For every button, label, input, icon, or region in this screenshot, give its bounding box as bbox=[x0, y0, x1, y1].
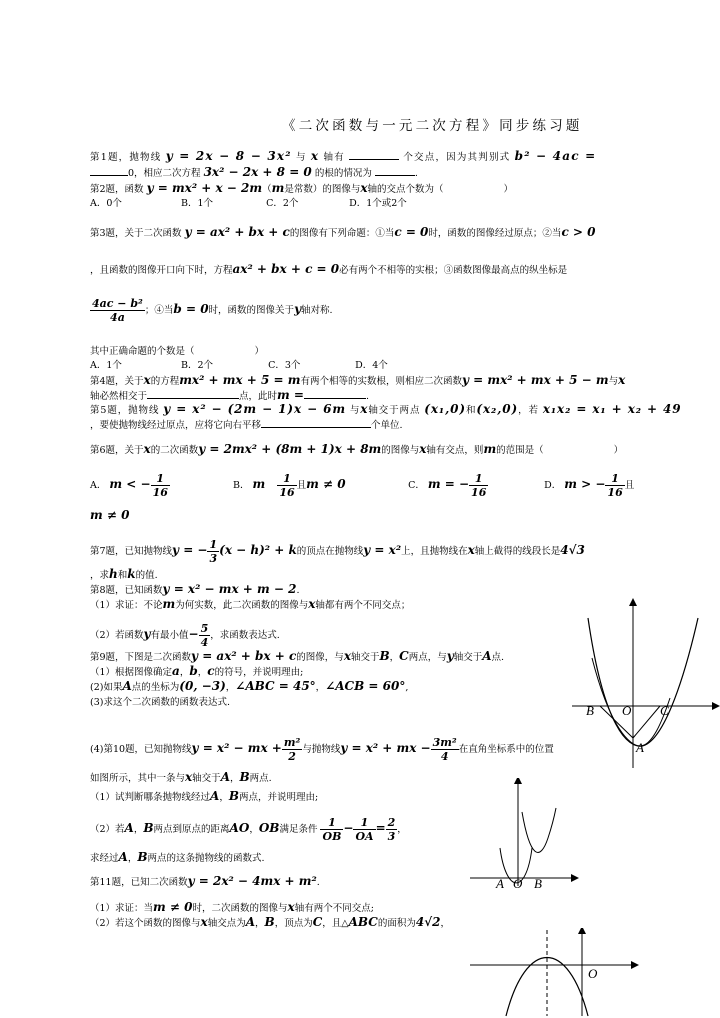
label-b: B bbox=[586, 703, 594, 718]
question-9-part-3: (3)求这个二次函数的函数表达式. bbox=[90, 697, 230, 708]
label-c: C bbox=[660, 703, 669, 718]
q2-option-c[interactable]: C．2个 bbox=[266, 198, 299, 209]
label-o: O bbox=[622, 703, 632, 718]
question-9-part-1: （1）根据图像确定a，b，c的符号，并说明理由; bbox=[90, 664, 304, 678]
q1-blank-1[interactable] bbox=[349, 150, 399, 160]
q3-option-d[interactable]: D．4个 bbox=[355, 360, 388, 371]
question-9-part-2: (2)如果A点的坐标为(0, −3)，∠ABC = 45°，∠ACB = 60°, bbox=[90, 679, 409, 693]
label-o: O bbox=[588, 966, 598, 981]
question-5-line-2: ，要使抛物线经过原点，应将它向右平移 个单位. bbox=[90, 420, 403, 431]
q1-blank-3[interactable] bbox=[375, 166, 415, 176]
question-10-part-2: （2）若A，B两点到原点的距离AO，OB满足条件 $\frac{1}{OB}$ − $\frac{1}{OA}$ = $\frac{2}{3}$ ， bbox=[90, 816, 407, 843]
figure-q9-parabola bbox=[570, 598, 720, 773]
question-3-line-3: $\frac{\text{4ac − b²}}{4a}$ ；④当b = 0时，函数的图像关于y轴对称. bbox=[92, 297, 333, 324]
question-10-part-3: 求经过A，B两点的这条抛物线的函数式. bbox=[90, 850, 265, 864]
page-title: 《二次函数与一元二次方程》同步练习题 bbox=[282, 118, 583, 134]
question-1-line-1: 第1题，抛物线 y = 2x − 8 − 3x² 与 x 轴有 个交点，因为其判别式 b² − 4ac = bbox=[90, 149, 597, 163]
question-10-cont: 如图所示，其中一条与x轴交于A，B两点. bbox=[90, 770, 272, 784]
question-7-cont: ，求h和k的值. bbox=[90, 567, 158, 581]
question-6-option-d-cont: m ≠ 0 bbox=[90, 508, 130, 522]
segment-ac bbox=[633, 706, 660, 738]
q6-option-b[interactable]: B． m $\frac{1}{16}$ 且m ≠ 0 bbox=[233, 472, 346, 499]
q1-blank-2[interactable] bbox=[90, 166, 128, 176]
question-3-ask: 其中正确命题的个数是（ ） bbox=[90, 346, 265, 357]
question-8-part-2: （2）若函数y有最小值− $\frac{5}{4}$ ，求函数表达式. bbox=[90, 622, 280, 649]
question-5-line-1: 第5题，抛物线 y = x² − (2m − 1)x − 6m 与x轴交于两点 (x₁,0)和(x₂,0)，若 x₁x₂ = x₁ + x₂ + 49 bbox=[90, 402, 682, 416]
figure-q11-parabola bbox=[470, 928, 640, 1018]
question-7: 第7题，已知抛物线y = − $\frac{1}{3}$ (x − h)² + k的顶点在抛物线y = x²上，且抛物线在x轴上截得的线段长是4√3 bbox=[90, 538, 585, 565]
question-3-line-2: ，且函数的图像开口向下时，方程ax² + bx + c = 0必有两个不相等的实根；③函数图像最高点的纵坐标是 bbox=[90, 262, 568, 276]
figure-q10-parabolas bbox=[470, 778, 580, 888]
question-2-options bbox=[90, 197, 407, 210]
question-3-line-1: 第3题，关于二次函数 y = ax² + bx + c的图像有下列命题：①当c = 0时，函数的图像经过原点；②当c > 0 bbox=[90, 225, 596, 239]
question-9: 第9题，下图是二次函数y = ax² + bx + c的图像，与x轴交于B，C两点，与y轴交于A点. bbox=[90, 649, 505, 663]
q3-option-b[interactable]: B．2个 bbox=[181, 360, 214, 371]
q1-equation-2: 3x² − 2x + 8 = 0 bbox=[203, 165, 312, 179]
q6-option-d[interactable]: D． m > − $\frac{1}{16}$ 且 bbox=[544, 472, 635, 499]
q4-blank-2[interactable] bbox=[304, 389, 366, 399]
question-3-options bbox=[90, 359, 388, 372]
label-b: B bbox=[534, 876, 542, 888]
q3-option-a[interactable]: A．1个 bbox=[90, 360, 122, 371]
question-4-line-2: 轴必然相交于 点，此时m = . bbox=[90, 388, 369, 402]
question-6: 第6题，关于x的二次函数y = 2mx² + (8m + 1)x + 8m的图像与x轴有交点，则m的范围是（ ） bbox=[90, 442, 624, 456]
q2-option-b[interactable]: B．1个 bbox=[181, 198, 214, 209]
question-4-line-1: 第4题，关于x的方程mx² + mx + 5 = m有两个相等的实数根，则相应二次函数y = mx² + mx + 5 − m与x bbox=[90, 373, 626, 387]
q4-blank-1[interactable] bbox=[147, 389, 239, 399]
q6-option-c[interactable]: C． m = − $\frac{1}{16}$ bbox=[408, 472, 487, 499]
q2-option-a[interactable]: A．0个 bbox=[90, 198, 122, 209]
q5-blank[interactable] bbox=[261, 418, 371, 428]
question-6-options bbox=[90, 472, 634, 499]
question-8: 第8题，已知函数y = x² − mx + m − 2. bbox=[90, 582, 300, 596]
q3-fraction: $\frac{\text{4ac − b²}}{4a}$ bbox=[92, 297, 143, 324]
question-1-line-2: 0，相应二次方程 3x² − 2x + 8 = 0 的根的情况为 . bbox=[90, 166, 418, 180]
label-a: A bbox=[496, 876, 504, 888]
q6-option-a[interactable]: A． m < − $\frac{1}{16}$ bbox=[90, 472, 168, 499]
q2-option-d[interactable]: D．1个或2个 bbox=[349, 198, 407, 209]
question-10: (4)第10题，已知抛物线y = x² − mx + $\frac{\text{m²}}{2}$ 与抛物线y = x² + mx − $\frac{\text{3m²}}{4}$ 在直角坐标系中的位置 bbox=[90, 736, 554, 763]
q1-equation: y = 2x − 8 − 3x² bbox=[165, 149, 292, 163]
label-a: A bbox=[636, 740, 644, 755]
parabola-upper bbox=[522, 808, 556, 852]
label-o: O bbox=[513, 876, 523, 888]
question-2: 第2题，函数 y = mx² + x − 2m（m是常数）的图像与x轴的交点个数为（ ） bbox=[90, 181, 514, 195]
question-11-part-1: （1）求证：当m ≠ 0时，二次函数的图像与x轴有两个不同交点; bbox=[90, 900, 374, 914]
q3-option-c[interactable]: C．3个 bbox=[268, 360, 301, 371]
question-10-part-1: （1）试判断哪条抛物线经过A，B两点，并说明理由; bbox=[90, 789, 319, 803]
question-11: 第11题，已知二次函数y = 2x² − 4mx + m². bbox=[90, 874, 320, 888]
q1-discriminant: b² − 4ac = bbox=[514, 149, 597, 163]
question-11-part-2: （2）若这个函数的图像与x轴交点为A，B，顶点为C，且△ABC的面积为4√2， bbox=[90, 915, 450, 929]
question-8-part-1: （1）求证：不论m为何实数，此二次函数的图像与x轴都有两个不同交点； bbox=[90, 597, 411, 611]
